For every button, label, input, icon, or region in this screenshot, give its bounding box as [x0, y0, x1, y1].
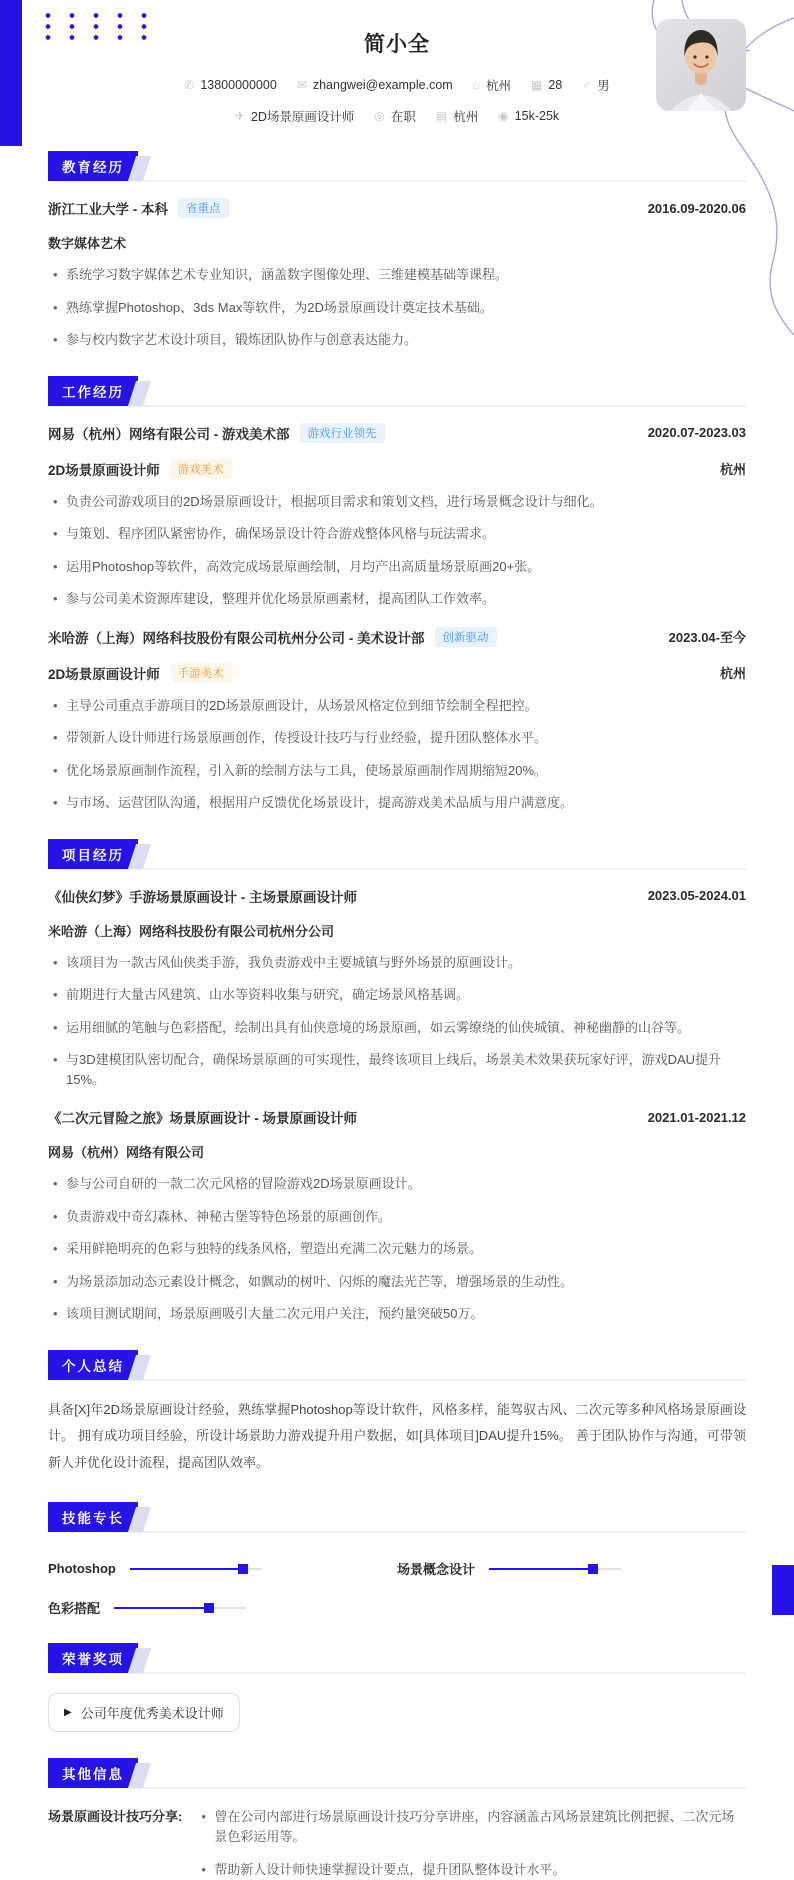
company-tag: 创新驱动 — [435, 627, 497, 647]
bullet-item: • 参与公司自研的一款二次元风格的冒险游戏2D场景原画设计。 — [48, 1174, 746, 1194]
section-title-summary: 个人总结 — [48, 1350, 138, 1380]
bullet-item: • 前期进行大量古风建筑、山水等资料收集与研究，确定场景风格基调。 — [48, 985, 746, 1005]
contact-email — [297, 78, 453, 92]
job-date: 2023.04-至今 — [668, 630, 746, 645]
bullet-item: • 参与公司美术资源库建设，整理并优化场景原画素材，提高团队工作效率。 — [48, 589, 746, 609]
skill-photoshop — [48, 1559, 397, 1578]
slider-knob[interactable] — [588, 1564, 598, 1574]
job-bullets — [48, 696, 746, 813]
section-education — [48, 156, 746, 350]
bullet-item: • 帮助新人设计师快速掌握设计要点，提升团队整体设计水平。 — [196, 1860, 746, 1880]
honor-chip[interactable] — [48, 1693, 240, 1732]
contact-row-2 — [48, 107, 746, 125]
section-honors — [48, 1648, 746, 1732]
city-icon: ▤ — [435, 109, 448, 123]
job-role: 2D场景原画设计师 — [48, 462, 160, 478]
contact-status — [374, 107, 416, 125]
section-work — [48, 381, 746, 813]
section-header-summary — [48, 1355, 746, 1381]
education-date: 2016.09-2020.06 — [647, 200, 746, 216]
contact-gender — [582, 76, 610, 94]
section-title-skills: 技能专长 — [48, 1502, 138, 1532]
home-city-value: 杭州 — [485, 79, 511, 93]
contact-age — [531, 78, 562, 92]
section-projects — [48, 844, 746, 1324]
status-value: 在职 — [390, 110, 416, 124]
bullet-item: • 带领新人设计师进行场景原画创作，传授设计技巧与行业经验，提升团队整体水平。 — [48, 728, 746, 748]
bullet-item: • 运用Photoshop等软件，高效完成场景原画绘制，月均产出高质量场景原画20+张。 — [48, 557, 746, 577]
section-title-other: 其他信息 — [48, 1758, 138, 1788]
school-tag: 省重点 — [178, 198, 229, 218]
job-date: 2020.07-2023.03 — [647, 425, 746, 440]
job-bullets — [48, 492, 746, 609]
bullet-item: • 该项目测试期间，场景原画吸引大量二次元用户关注，预约量突破50万。 — [48, 1304, 746, 1324]
bullet-item: • 与策划、程序团队紧密协作，确保场景设计符合游戏整体风格与玩法需求。 — [48, 524, 746, 544]
education-entry — [48, 198, 746, 218]
company-name: 网易（杭州）网络有限公司 - 游戏美术部 — [48, 426, 290, 442]
skill-scene-concept-design — [397, 1559, 746, 1578]
bullet-item: • 采用鲜艳明亮的色彩与独特的线条风格，塑造出充满二次元魅力的场景。 — [48, 1239, 746, 1259]
other-info-label: 场景原画设计技巧分享: — [48, 1809, 183, 1825]
section-other — [48, 1763, 746, 1880]
school-name: 浙江工业大学 - 本科 — [48, 202, 168, 217]
skill-slider — [489, 1564, 621, 1574]
bullet-item: • 优化场景原画制作流程，引入新的绘制方法与工具，使场景原画制作周期缩短20%。 — [48, 761, 746, 781]
slider-fill — [114, 1607, 209, 1609]
section-title-work: 工作经历 — [48, 376, 138, 406]
skill-slider — [114, 1603, 246, 1613]
skill-name: 场景概念设计 — [397, 1562, 476, 1578]
project-entry-2 — [48, 1107, 746, 1324]
gender-icon: ♂ — [582, 78, 592, 92]
contact-home-city — [473, 76, 511, 94]
section-header-honors — [48, 1648, 746, 1674]
job-entry-2 — [48, 627, 746, 813]
resume-name: 简小全 — [364, 33, 430, 56]
company-tag: 游戏行业领先 — [300, 423, 385, 443]
play-triangle-icon: ▶ — [64, 1707, 72, 1719]
contact-city — [436, 107, 478, 125]
contact-row-1 — [48, 76, 746, 94]
section-title-education: 教育经历 — [48, 151, 138, 181]
bullet-item: • 为场景添加动态元素设计概念，如飘动的树叶、闪烁的魔法光芒等，增强场景的生动性。 — [48, 1272, 746, 1292]
avatar — [656, 19, 746, 111]
bullet-item: • 曾在公司内部进行场景原画设计技巧分享讲座，内容涵盖古风场景建筑比例把握、二次元场景色彩运用等。 — [196, 1807, 746, 1846]
bullet-item: • 与市场、运营团队沟通，根据用户反馈优化场景设计，提高游戏美术品质与用户满意度。 — [48, 793, 746, 813]
skill-slider — [130, 1564, 262, 1574]
contact-position — [235, 107, 355, 125]
contact-salary — [498, 109, 559, 123]
major-name: 数字媒体艺术 — [48, 236, 127, 251]
bullet-item: • 熟练掌握Photoshop、3ds Max等软件，为2D场景原画设计奠定技术基础。 — [48, 298, 746, 318]
email-icon: ✉ — [296, 78, 307, 92]
bullet-item: • 主导公司重点手游项目的2D场景原画设计，从场景风格定位到细节绘制全程把控。 — [48, 696, 746, 716]
home-icon: ⌂ — [472, 78, 480, 92]
job-location: 杭州 — [719, 462, 746, 477]
phone-icon: ✆ — [184, 78, 195, 92]
position-icon: ✈ — [234, 109, 245, 123]
other-bullets — [196, 1807, 746, 1880]
skill-name: 色彩搭配 — [48, 1601, 101, 1617]
section-header-work — [48, 381, 746, 407]
resume-header — [48, 28, 746, 125]
bullet-item: • 负责游戏中奇幻森林、神秘古堡等特色场景的原画创作。 — [48, 1207, 746, 1227]
salary-icon: ◉ — [498, 109, 509, 123]
status-icon: ◎ — [374, 109, 385, 123]
email-value: zhangwei@example.com — [312, 78, 453, 92]
job-role-tag: 手游美术 — [170, 663, 232, 683]
skills-list — [48, 1539, 746, 1617]
bullet-item: • 负责公司游戏项目的2D场景原画设计，根据项目需求和策划文档，进行场景概念设计与细化。 — [48, 492, 746, 512]
age-icon: ▦ — [530, 78, 543, 92]
company-name: 米哈游（上海）网络科技股份有限公司杭州分公司 - 美术设计部 — [48, 630, 425, 646]
gender-value: 男 — [597, 79, 610, 93]
salary-value: 15k-25k — [514, 109, 560, 123]
section-header-projects — [48, 844, 746, 870]
section-summary — [48, 1355, 746, 1477]
section-title-projects: 项目经历 — [48, 839, 138, 869]
project-title: 《二次元冒险之旅》场景原画设计 - 场景原画设计师 — [48, 1111, 357, 1126]
project-title: 《仙侠幻梦》手游场景原画设计 - 主场景原画设计师 — [48, 889, 357, 905]
skill-name: Photoshop — [48, 1561, 116, 1577]
project-bullets — [48, 953, 746, 1090]
slider-knob[interactable] — [238, 1564, 248, 1574]
job-role-tag: 游戏美术 — [170, 459, 232, 479]
summary-text: 具备[X]年2D场景原画设计经验，熟练掌握Photoshop等设计软件，风格多样，能驾驭古风、二次元等多种风格场景原画设计。 拥有成功项目经验，所设计场景助力游戏提升用户数据，如[具体项目]DAU提升15%。 善于团队协作与沟通，可带领新人并优化设计流程，提高团队效率。 — [48, 1401, 746, 1470]
section-header-education — [48, 156, 746, 182]
bullet-item: • 运用细腻的笔触与色彩搭配，绘制出具有仙侠意境的场景原画，如云雾缭绕的仙侠城镇、神秘幽静的山谷等。 — [48, 1018, 746, 1038]
section-skills — [48, 1507, 746, 1617]
slider-fill — [489, 1568, 593, 1570]
section-header-skills — [48, 1507, 746, 1533]
job-entry-1 — [48, 423, 746, 609]
project-bullets — [48, 1174, 746, 1324]
slider-knob[interactable] — [204, 1603, 214, 1613]
project-entry-1 — [48, 886, 746, 1090]
bullet-item: • 与3D建模团队密切配合，确保场景原画的可实现性，最终该项目上线后，场景美术效果获玩家好评，游戏DAU提升15%。 — [48, 1050, 746, 1089]
section-header-other — [48, 1763, 746, 1789]
bullet-item: • 参与校内数字艺术设计项目，锻炼团队协作与创意表达能力。 — [48, 330, 746, 350]
city-value: 杭州 — [453, 110, 479, 124]
other-info-row — [48, 1807, 746, 1880]
position-value: 2D场景原画设计师 — [250, 110, 355, 124]
age-value: 28 — [548, 78, 563, 92]
project-company: 网易（杭州）网络有限公司 — [48, 1145, 205, 1160]
bullet-item: • 该项目为一款古风仙侠类手游，我负责游戏中主要城镇与野外场景的原画设计。 — [48, 953, 746, 973]
phone-value: 13800000000 — [200, 78, 277, 92]
job-location: 杭州 — [719, 666, 746, 681]
education-bullets — [48, 265, 746, 350]
contact-phone — [184, 78, 277, 92]
job-role: 2D场景原画设计师 — [48, 666, 160, 682]
bullet-item: • 系统学习数字媒体艺术专业知识，涵盖数字图像处理、三维建模基础等课程。 — [48, 265, 746, 285]
project-date: 2023.05-2024.01 — [647, 888, 746, 903]
project-company: 米哈游（上海）网络科技股份有限公司杭州分公司 — [48, 923, 335, 939]
slider-fill — [130, 1568, 244, 1570]
project-date: 2021.01-2021.12 — [647, 1109, 746, 1125]
section-title-honors: 荣誉奖项 — [48, 1643, 138, 1673]
honor-label: 公司年度优秀美术设计师 — [80, 1706, 224, 1722]
